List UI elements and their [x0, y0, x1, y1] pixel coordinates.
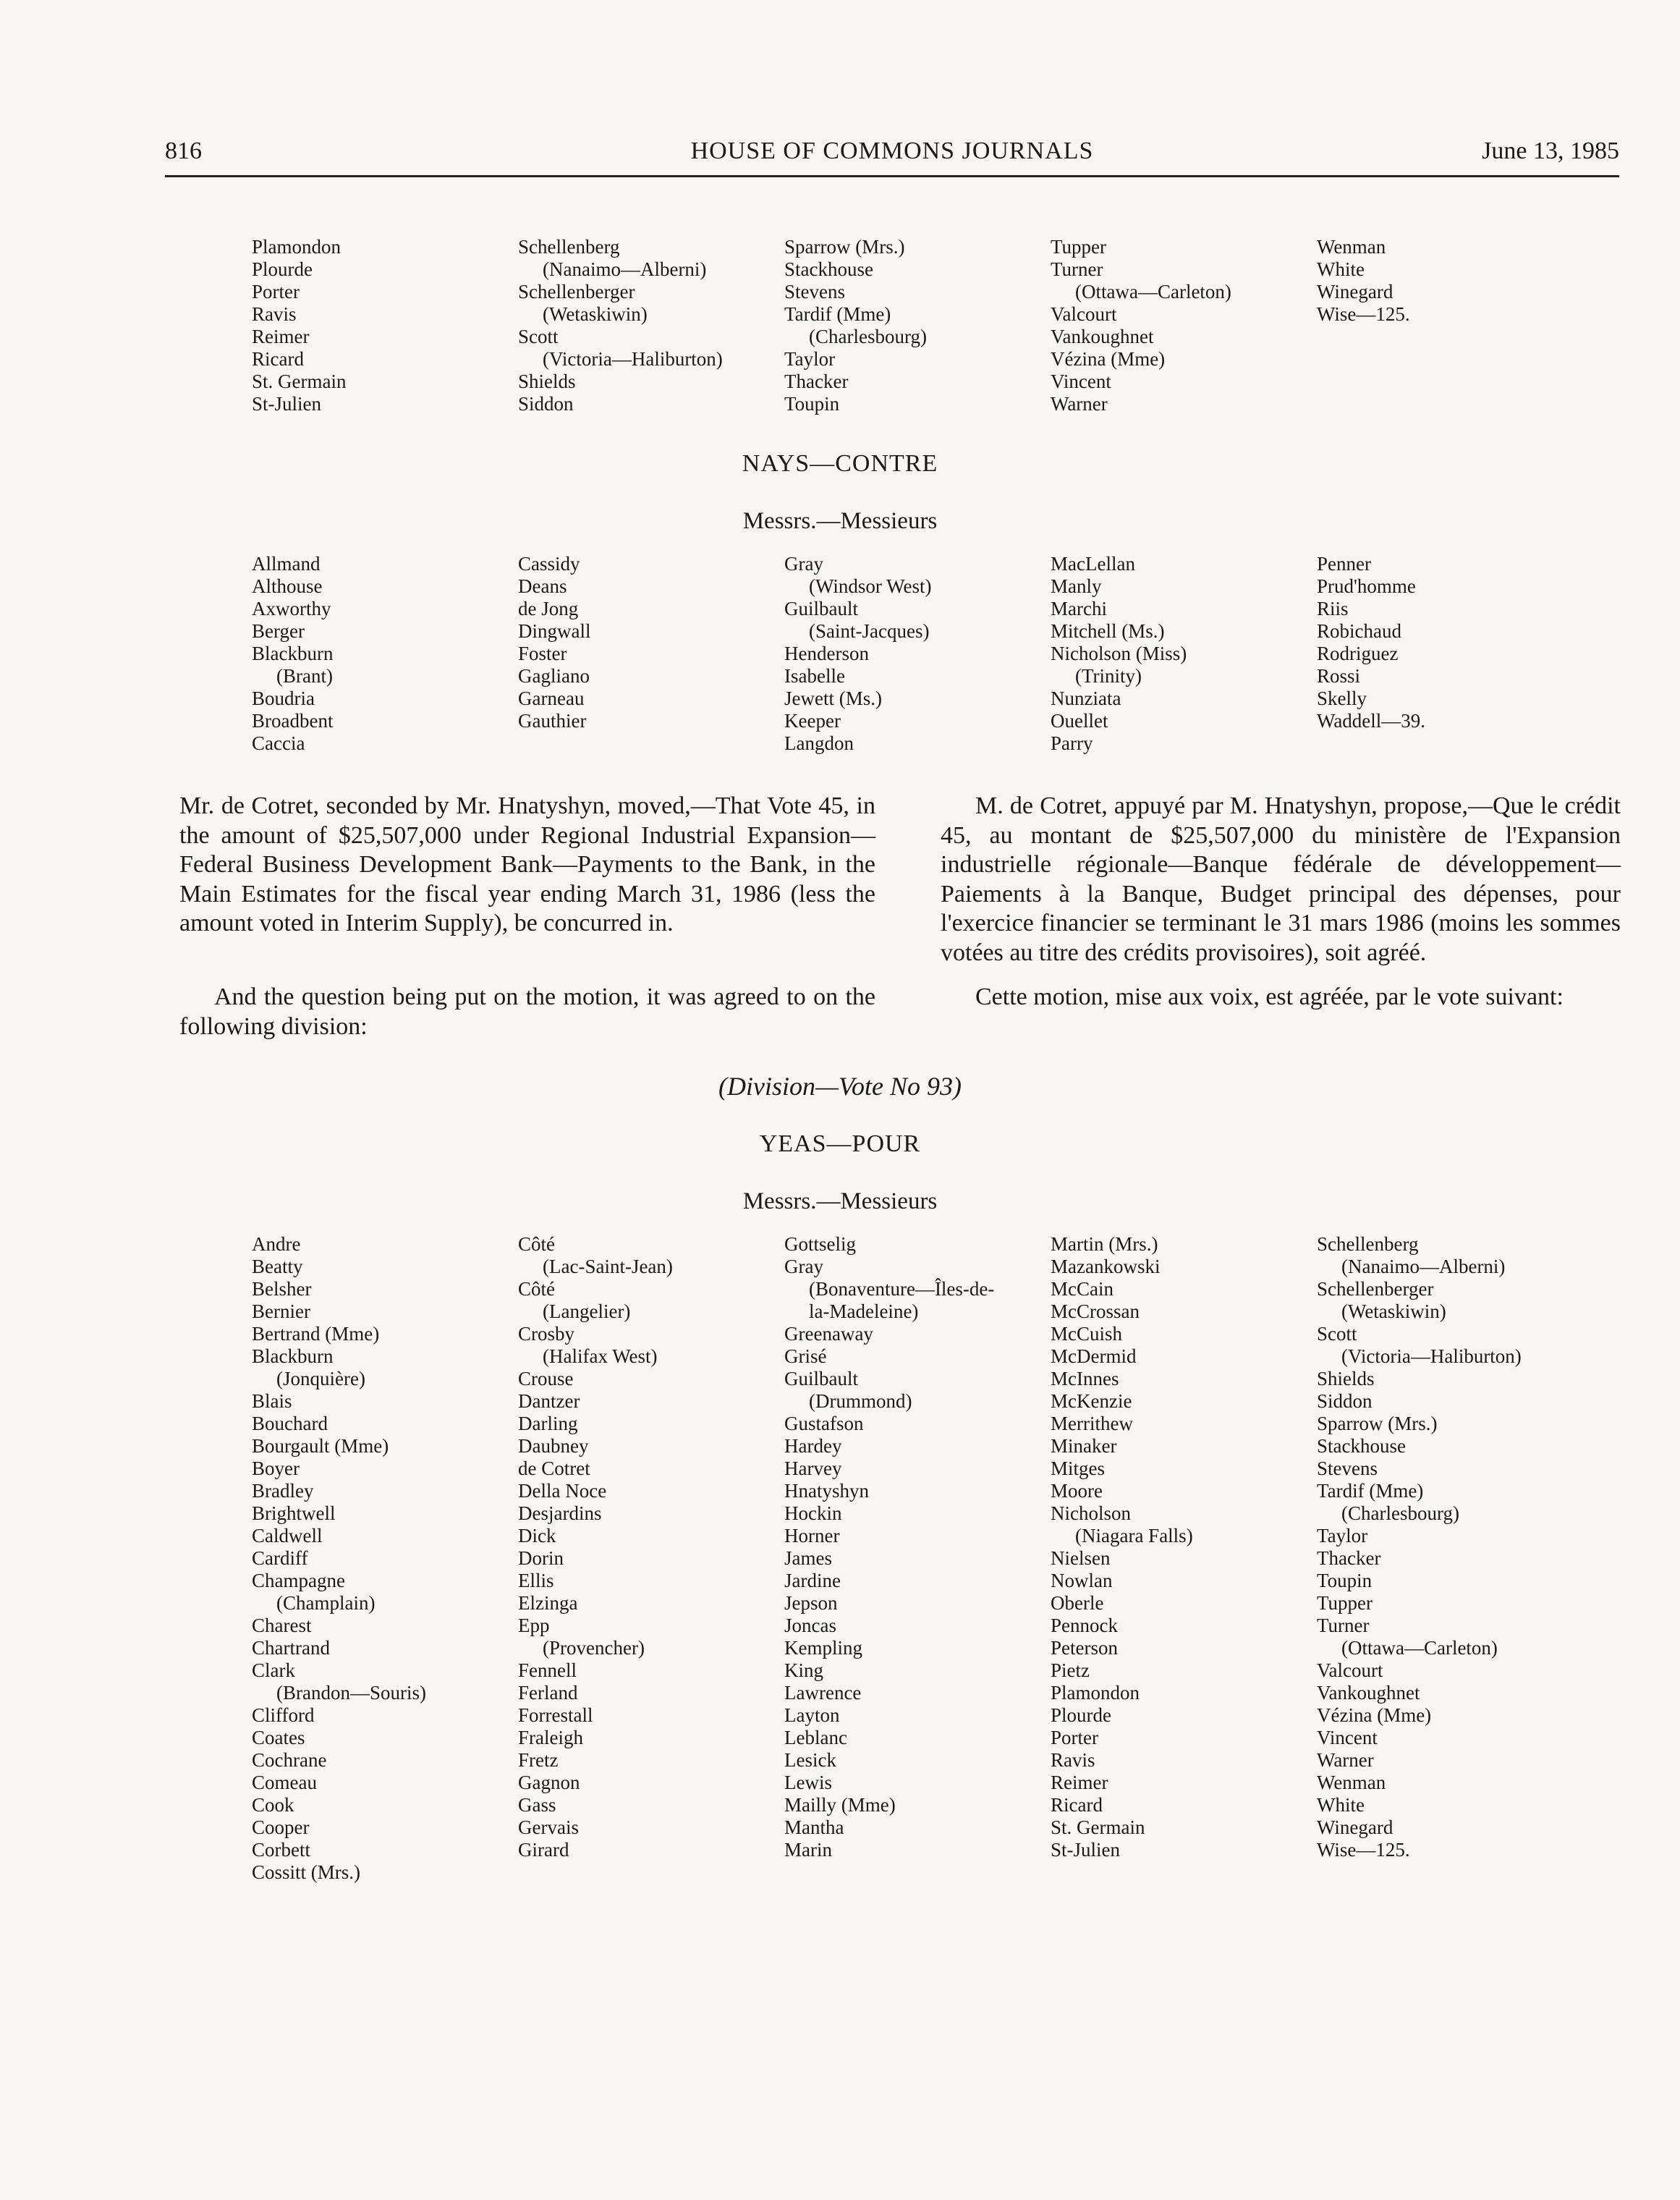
member-name: Bernier: [252, 1300, 310, 1322]
constituency-label: (Charlesbourg): [1341, 1502, 1459, 1524]
constituency-label: (Halifax West): [543, 1345, 658, 1367]
constituency-label: (Ottawa—Carleton): [1341, 1637, 1498, 1659]
name-column-2: [518, 236, 784, 415]
member-name: Allmand: [252, 553, 321, 575]
member-name: Gottselig: [784, 1233, 856, 1255]
member-name: White: [1317, 258, 1365, 280]
member-name: Tupper: [1051, 236, 1107, 258]
member-name: Cook: [252, 1794, 294, 1816]
member-name: Winegard: [1317, 281, 1393, 302]
member-name: Fennell: [518, 1659, 577, 1681]
member-name: Dick: [518, 1525, 556, 1547]
member-name: McCuish: [1051, 1323, 1123, 1345]
page-number: 816: [165, 138, 202, 164]
member-name: King: [784, 1659, 823, 1681]
constituency-label: la-Madeleine): [809, 1300, 919, 1322]
member-name: Côté: [518, 1278, 555, 1300]
member-name: Rossi: [1317, 665, 1361, 687]
constituency-label: (Wetaskiwin): [1341, 1300, 1446, 1322]
member-name: Guilbault: [784, 598, 858, 619]
member-name: Plourde: [1051, 1704, 1111, 1726]
member-name: Guilbault: [784, 1368, 858, 1389]
member-name: Berger: [252, 620, 305, 642]
member-name: Dingwall: [518, 620, 591, 642]
member-name: McCain: [1051, 1278, 1113, 1300]
name-column-1: [252, 1233, 518, 1884]
member-name: Mitchell (Ms.): [1051, 620, 1165, 642]
member-name: Stackhouse: [784, 258, 873, 280]
member-name: Ouellet: [1051, 710, 1108, 732]
member-name: Scott: [518, 326, 559, 347]
member-name: Siddon: [1317, 1390, 1373, 1412]
member-name: Sparrow (Mrs.): [784, 236, 905, 258]
member-name: Nicholson: [1051, 1502, 1131, 1524]
member-name: Minaker: [1051, 1435, 1117, 1457]
member-name: Leblanc: [784, 1727, 847, 1748]
member-name: Nowlan: [1051, 1570, 1113, 1591]
member-name: Reimer: [252, 326, 310, 347]
member-name: Joncas: [784, 1615, 836, 1636]
nays-messrs-heading: Messrs.—Messieurs: [742, 508, 938, 534]
member-name: Winegard: [1317, 1816, 1393, 1838]
member-name: Vankoughnet: [1317, 1682, 1420, 1704]
member-name: Ricard: [252, 348, 304, 370]
name-column-4: [1051, 1233, 1317, 1884]
member-name: Forrestall: [518, 1704, 593, 1726]
member-name: Crouse: [518, 1368, 574, 1389]
member-name: Charest: [252, 1615, 312, 1636]
constituency-label: (Wetaskiwin): [543, 303, 648, 325]
member-name: Jepson: [784, 1592, 838, 1614]
member-name: Keeper: [784, 710, 841, 732]
member-name: Blackburn: [252, 643, 334, 664]
member-name: MacLellan: [1051, 553, 1135, 575]
member-name: Mantha: [784, 1816, 844, 1838]
member-name: Pennock: [1051, 1615, 1118, 1636]
member-name: McInnes: [1051, 1368, 1119, 1389]
member-name: Scott: [1317, 1323, 1357, 1345]
member-name: Vankoughnet: [1051, 326, 1154, 347]
member-name: Layton: [784, 1704, 840, 1726]
member-name: Deans: [518, 575, 567, 597]
member-name: Vézina (Mme): [1051, 348, 1166, 370]
member-name: Sparrow (Mrs.): [1317, 1413, 1438, 1434]
member-name: Plourde: [252, 258, 313, 280]
member-name: Brightwell: [252, 1502, 336, 1524]
member-name: Stackhouse: [1317, 1435, 1406, 1457]
member-name: Boyer: [252, 1458, 300, 1479]
member-name: Ravis: [252, 303, 297, 325]
member-name: Champagne: [252, 1570, 345, 1591]
member-name: Althouse: [252, 575, 323, 597]
name-column-5: [1317, 236, 1583, 415]
page-date: June 13, 1985: [1482, 138, 1619, 164]
constituency-label: (Windsor West): [809, 575, 932, 597]
member-name: Stevens: [1317, 1458, 1378, 1479]
member-name: Gagliano: [518, 665, 590, 687]
member-name: St. Germain: [252, 371, 347, 392]
member-name: Axworthy: [252, 598, 331, 619]
member-name: Waddell—39.: [1317, 710, 1426, 732]
constituency-label: (Provencher): [543, 1637, 645, 1659]
member-name: Andre: [252, 1233, 301, 1255]
member-name: Skelly: [1317, 688, 1367, 709]
member-name: Dantzer: [518, 1390, 580, 1412]
motion-text-french: M. de Cotret, appuyé par M. Hnatyshyn, propose,—Que le crédit 45, au montant de $25,507,000 du ministère de l'Expansion industrielle régionale—Banque fédérale de développement—Paiements à la Banque, Budget principal des dépenses, pour l'exercice financier se terminant le 31 mars 1986 (moins les sommes votées au titre des crédits provisoires), soit agréé.: [941, 792, 1621, 966]
member-name: Pietz: [1051, 1659, 1090, 1681]
member-name: Hardey: [784, 1435, 842, 1457]
motion-text-english: Mr. de Cotret, seconded by Mr. Hnatyshyn, moved,—That Vote 45, in the amount of $25,507,000 under Regional Industrial Expansion—Federal Business Development Bank—Payments to the Bank, in the Main Estimates for the fiscal year ending March 31, 1986 (less the amount voted in Interim Supply), be concurred in.: [179, 792, 875, 936]
name-column-5: [1317, 553, 1583, 755]
constituency-label: (Trinity): [1075, 665, 1142, 687]
member-name: Toupin: [784, 393, 840, 415]
member-name: Darling: [518, 1413, 578, 1434]
member-name: St. Germain: [1051, 1816, 1145, 1838]
member-name: Marin: [784, 1839, 832, 1861]
journal-title: HOUSE OF COMMONS JOURNALS: [690, 138, 1094, 164]
constituency-label: (Brant): [276, 665, 333, 687]
member-name: Peterson: [1051, 1637, 1118, 1659]
member-name: Kempling: [784, 1637, 862, 1659]
member-name: Marchi: [1051, 598, 1107, 619]
member-name: Chartrand: [252, 1637, 330, 1659]
member-name: Bouchard: [252, 1413, 328, 1434]
member-name: Fretz: [518, 1749, 559, 1771]
question-text-english: And the question being put on the motion, it was agreed to on the following division:: [179, 983, 875, 1040]
member-name: Tupper: [1317, 1592, 1373, 1614]
member-name: Vézina (Mme): [1317, 1704, 1432, 1726]
member-name: Warner: [1051, 393, 1108, 415]
name-column-3: [784, 236, 1051, 415]
member-name: Dorin: [518, 1547, 564, 1569]
member-name: Penner: [1317, 553, 1371, 575]
nays-heading: NAYS—CONTRE: [742, 450, 938, 477]
member-name: Mitges: [1051, 1458, 1106, 1479]
member-name: Broadbent: [252, 710, 334, 732]
member-name: Riis: [1317, 598, 1349, 619]
constituency-label: (Lac-Saint-Jean): [543, 1256, 673, 1277]
name-column-3: [784, 553, 1051, 755]
member-name: de Cotret: [518, 1458, 590, 1479]
constituency-label: (Charlesbourg): [809, 326, 927, 347]
name-column-1: [252, 553, 518, 755]
member-name: Moore: [1051, 1480, 1103, 1502]
member-name: Schellenberger: [1317, 1278, 1434, 1300]
constituency-label: (Brandon—Souris): [276, 1682, 426, 1704]
member-name: Blais: [252, 1390, 292, 1412]
member-name: Nicholson (Miss): [1051, 643, 1187, 664]
member-name: Thacker: [784, 371, 849, 392]
member-name: Gray: [784, 553, 823, 575]
member-name: Caldwell: [252, 1525, 323, 1547]
member-name: Wenman: [1317, 236, 1386, 258]
member-name: Crosby: [518, 1323, 575, 1345]
member-name: Clifford: [252, 1704, 315, 1726]
member-name: Hnatyshyn: [784, 1480, 869, 1502]
member-name: Mailly (Mme): [784, 1794, 896, 1816]
member-name: Shields: [518, 371, 576, 392]
member-name: Siddon: [518, 393, 574, 415]
division-title: (Division—Vote No 93): [718, 1072, 962, 1101]
member-name: Ricard: [1051, 1794, 1103, 1816]
member-name: Gauthier: [518, 710, 587, 732]
member-name: Garneau: [518, 688, 585, 709]
member-name: Horner: [784, 1525, 840, 1547]
member-name: Coates: [252, 1727, 305, 1748]
yeas-messrs-heading: Messrs.—Messieurs: [742, 1188, 938, 1214]
name-column-5: [1317, 1233, 1583, 1884]
member-name: Gervais: [518, 1816, 579, 1838]
name-column-4: [1051, 236, 1317, 415]
member-name: Girard: [518, 1839, 569, 1861]
member-name: Bradley: [252, 1480, 314, 1502]
member-name: Lawrence: [784, 1682, 862, 1704]
member-name: Oberle: [1051, 1592, 1104, 1614]
member-name: Cassidy: [518, 553, 580, 575]
member-name: Toupin: [1317, 1570, 1373, 1591]
member-name: Corbett: [252, 1839, 310, 1861]
nays-list: [252, 553, 1583, 755]
member-name: St-Julien: [1051, 1839, 1121, 1861]
member-name: Gustafson: [784, 1413, 864, 1434]
member-name: Vincent: [1317, 1727, 1378, 1748]
name-column-2: [518, 1233, 784, 1884]
member-name: Lewis: [784, 1772, 832, 1793]
page-header: [165, 135, 1619, 177]
member-name: Valcourt: [1317, 1659, 1383, 1681]
member-name: Della Noce: [518, 1480, 607, 1502]
member-name: Schellenberg: [1317, 1233, 1419, 1255]
member-name: Gagnon: [518, 1772, 580, 1793]
member-name: Rodriguez: [1317, 643, 1399, 664]
name-column-2: [518, 553, 784, 755]
member-name: Henderson: [784, 643, 869, 664]
member-name: Plamondon: [1051, 1682, 1140, 1704]
member-name: Elzinga: [518, 1592, 578, 1614]
yeas-continued-list: [252, 236, 1583, 415]
name-column-4: [1051, 553, 1317, 755]
member-name: Mazankowski: [1051, 1256, 1161, 1277]
member-name: Shields: [1317, 1368, 1375, 1389]
member-name: Langdon: [784, 732, 854, 754]
member-name: Clark: [252, 1659, 295, 1681]
member-name: Nunziata: [1051, 688, 1121, 709]
member-name: Bourgault (Mme): [252, 1435, 389, 1457]
yeas-list: [252, 1233, 1583, 1884]
member-name: Tardif (Mme): [1317, 1480, 1424, 1502]
member-name: Desjardins: [518, 1502, 602, 1524]
member-name: Turner: [1317, 1615, 1370, 1636]
member-name: Gray: [784, 1256, 823, 1277]
question-text-french: Cette motion, mise aux voix, est agréée, par le vote suivant:: [975, 983, 1564, 1010]
member-name: Schellenberg: [518, 236, 620, 258]
name-column-1: [252, 236, 518, 415]
member-name: Prud'homme: [1317, 575, 1416, 597]
member-name: Foster: [518, 643, 567, 664]
member-name: Wenman: [1317, 1772, 1386, 1793]
member-name: Greenaway: [784, 1323, 873, 1345]
member-name: Belsher: [252, 1278, 312, 1300]
member-name: Comeau: [252, 1772, 317, 1793]
member-name: Bertrand (Mme): [252, 1323, 380, 1345]
member-name: Tardif (Mme): [784, 303, 891, 325]
constituency-label: (Nanaimo—Alberni): [543, 258, 707, 280]
member-name: Valcourt: [1051, 303, 1117, 325]
member-name: Porter: [1051, 1727, 1098, 1748]
member-name: McDermid: [1051, 1345, 1137, 1367]
member-name: Vincent: [1051, 371, 1111, 392]
member-name: Daubney: [518, 1435, 589, 1457]
member-name: Taylor: [784, 348, 836, 370]
member-name: Cooper: [252, 1816, 310, 1838]
member-name: Manly: [1051, 575, 1102, 597]
member-name: Cardiff: [252, 1547, 308, 1569]
constituency-label: (Victoria—Haliburton): [1341, 1345, 1522, 1367]
member-name: Ellis: [518, 1570, 554, 1591]
constituency-label: (Bonaventure—Îles-de-: [809, 1278, 995, 1300]
member-name: Wise—125.: [1317, 303, 1410, 325]
member-name: Fraleigh: [518, 1727, 583, 1748]
member-name: Cochrane: [252, 1749, 327, 1771]
member-name: Warner: [1317, 1749, 1374, 1771]
member-name: Ferland: [518, 1682, 578, 1704]
member-name: Porter: [252, 281, 300, 302]
member-name: Robichaud: [1317, 620, 1401, 642]
yeas-heading: YEAS—POUR: [759, 1130, 921, 1157]
constituency-label: (Saint-Jacques): [809, 620, 930, 642]
member-name: Merrithew: [1051, 1413, 1133, 1434]
member-name: James: [784, 1547, 832, 1569]
member-name: Reimer: [1051, 1772, 1108, 1793]
member-name: Jardine: [784, 1570, 841, 1591]
member-name: Gass: [518, 1794, 556, 1816]
member-name: Schellenberger: [518, 281, 635, 302]
member-name: Epp: [518, 1615, 550, 1636]
constituency-label: (Nanaimo—Alberni): [1341, 1256, 1506, 1277]
member-name: McKenzie: [1051, 1390, 1132, 1412]
member-name: McCrossan: [1051, 1300, 1140, 1322]
member-name: Parry: [1051, 732, 1093, 754]
member-name: Wise—125.: [1317, 1839, 1410, 1861]
member-name: Thacker: [1317, 1547, 1381, 1569]
name-column-3: [784, 1233, 1051, 1884]
member-name: White: [1317, 1794, 1365, 1816]
member-name: Côté: [518, 1233, 555, 1255]
member-name: Beatty: [252, 1256, 303, 1277]
member-name: Boudria: [252, 688, 315, 709]
member-name: Grisé: [784, 1345, 827, 1367]
member-name: Nielsen: [1051, 1547, 1111, 1569]
member-name: Hockin: [784, 1502, 842, 1524]
member-name: St-Julien: [252, 393, 322, 415]
member-name: Blackburn: [252, 1345, 334, 1367]
member-name: Ravis: [1051, 1749, 1095, 1771]
member-name: Plamondon: [252, 236, 341, 258]
member-name: Caccia: [252, 732, 305, 754]
constituency-label: (Victoria—Haliburton): [543, 348, 723, 370]
member-name: de Jong: [518, 598, 579, 619]
member-name: Harvey: [784, 1458, 842, 1479]
constituency-label: (Ottawa—Carleton): [1075, 281, 1231, 302]
constituency-label: (Niagara Falls): [1075, 1525, 1193, 1547]
member-name: Jewett (Ms.): [784, 688, 882, 709]
member-name: Cossitt (Mrs.): [252, 1861, 361, 1883]
constituency-label: (Champlain): [276, 1592, 376, 1614]
member-name: Martin (Mrs.): [1051, 1233, 1158, 1255]
constituency-label: (Jonquière): [276, 1368, 365, 1389]
member-name: Lesick: [784, 1749, 836, 1771]
constituency-label: (Drummond): [809, 1390, 912, 1412]
member-name: Taylor: [1317, 1525, 1368, 1547]
member-name: Stevens: [784, 281, 845, 302]
member-name: Turner: [1051, 258, 1103, 280]
constituency-label: (Langelier): [543, 1300, 631, 1322]
member-name: Isabelle: [784, 665, 845, 687]
